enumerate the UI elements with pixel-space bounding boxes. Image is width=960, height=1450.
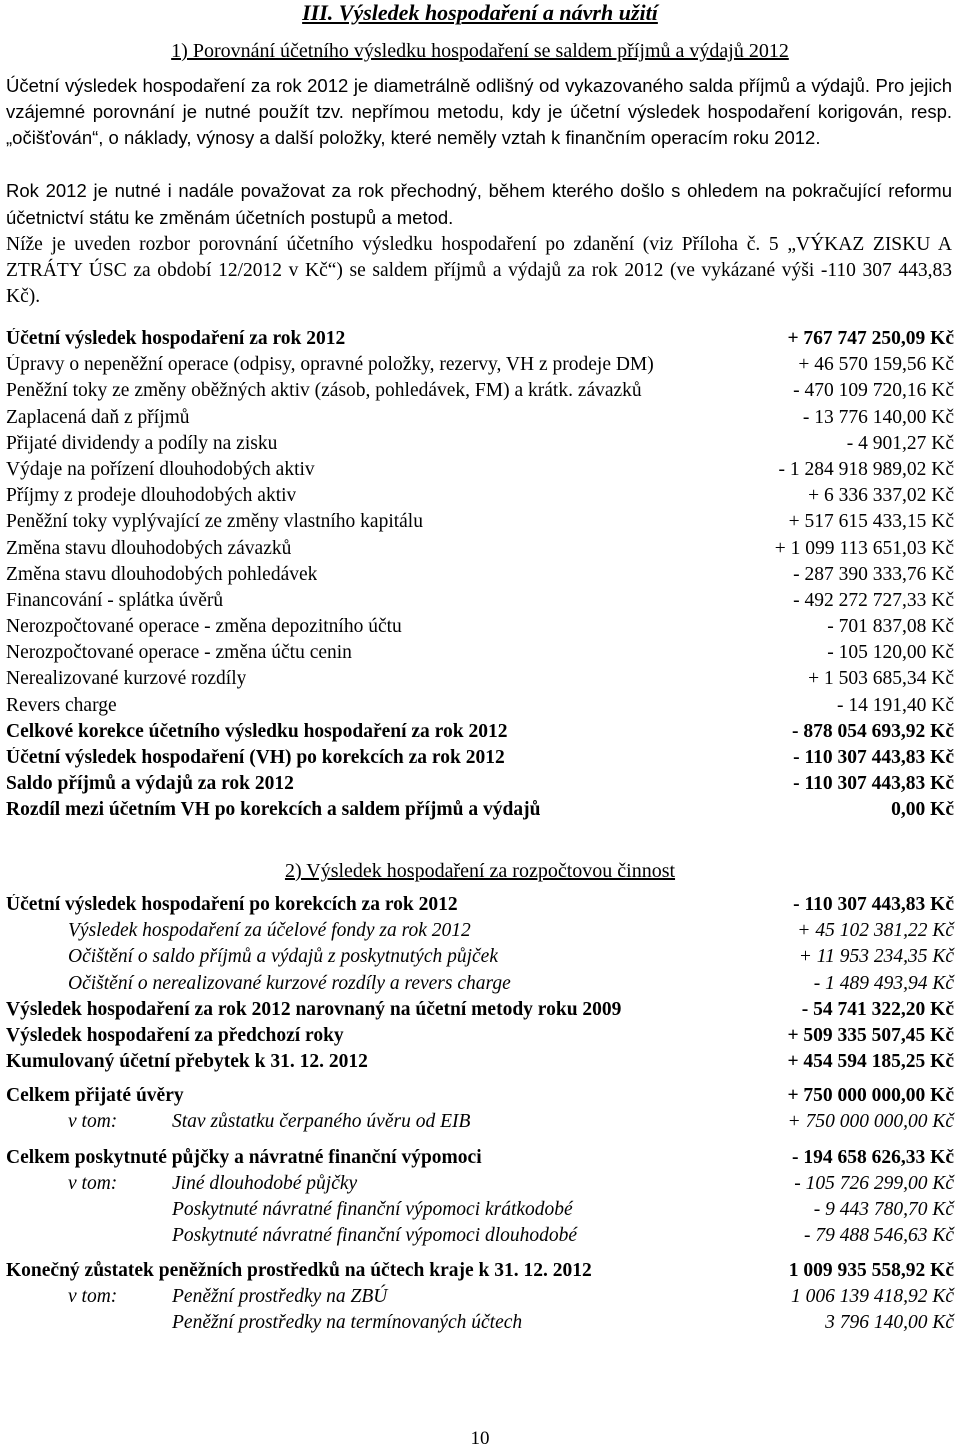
row-label: Úpravy o nepeněžní operace (odpisy, opravné položky, rezervy, VH z prodeje DM) [6,354,654,376]
row-value: - 470 109 720,16 Kč [793,380,954,402]
row-label: Výsledek hospodaření za účelové fondy za rok 2012 [68,920,471,942]
detail-label: Jiné dlouhodobé půjčky [172,1173,358,1195]
section-1-paragraph-3: Níže je uveden rozbor porovnání účetního výsledku hospodaření po zdanění (viz Příloha č. 5 „VÝKAZ ZISKU A ZTRÁTY ÚSC za období 12/2012 v Kč“) se saldem příjmů a výdajů za rok 2012 (ve vykázané výši -110 307 443,83 Kč). [6,234,952,307]
row-label: Příjmy z prodeje dlouhodobých aktiv [6,485,297,507]
table-row [6,1051,954,1077]
balance-total-label: Konečný zůstatek peněžních prostředků na účtech kraje k 31. 12. 2012 [6,1260,592,1281]
row-label: Celkové korekce účetního výsledku hospodaření za rok 2012 [6,720,508,742]
table-row [6,511,954,537]
detail-value: - 79 488 546,63 Kč [803,1225,954,1247]
row-value: - 878 054 693,92 Kč [792,720,954,742]
row-value: - 110 307 443,83 Kč [793,773,954,795]
table-row [6,642,954,668]
row-value: - 110 307 443,83 Kč [793,894,954,915]
detail-row [6,1286,954,1312]
table-row [6,668,954,694]
balance-block [6,1260,954,1338]
section-1-paragraph-1: Účetní výsledek hospodaření za rok 2012 je diametrálně odlišný od vykazovaného salda příjmů a výdajů. Pro jejich vzájemné porovnání je nutné použít tzv. nepřímou metodu, kdy je účetní výsledek hospodaření korigován, resp. „očišťován“, o náklady, výnosy a další položky, které neměly vztah k finančním operacím roku 2012. [6,75,952,148]
row-value: + 6 336 337,02 Kč [808,485,954,507]
detail-prefix: v tom: [68,1173,118,1195]
row-label: Saldo příjmů a výdajů za rok 2012 [6,773,294,795]
row-label: Očištění o nerealizované kurzové rozdíly a revers charge [68,972,511,994]
row-value: - 492 272 727,33 Kč [793,589,954,611]
row-label: Změna stavu dlouhodobých závazků [6,537,292,559]
row-label: Účetní výsledek hospodaření za rok 2012 [6,328,346,349]
section-2-title: 2) Výsledek hospodaření za rozpočtovou činnost [284,860,676,882]
row-label: Očištění o saldo příjmů a výdajů z poskytnutých půjček [68,946,498,968]
row-value: - 110 307 443,83 Kč [793,747,954,768]
row-label: Kumulovaný účetní přebytek k 31. 12. 2012 [6,1051,368,1073]
detail-row [6,1199,954,1225]
row-label: Nerealizované kurzové rozdíly [6,668,247,690]
loans-block [6,1085,954,1137]
row-label: Nerozpočtované operace - změna depozitního účtu [6,616,402,638]
section-1-paragraph-2: Rok 2012 je nutné i nadále považovat za rok přechodný, během kterého došlo s ohledem na pokračující reformu účetnictví státu ke změnám účetních postupů a metod. [6,180,952,228]
table-row [6,721,954,747]
table-row [6,946,954,972]
row-value: 0,00 Kč [891,799,954,821]
row-label: Výdaje na pořízení dlouhodobých aktiv [6,458,315,480]
row-value: + 1 503 685,34 Kč [808,668,954,690]
table-row [6,999,954,1025]
row-value: + 454 594 185,25 Kč [787,1051,954,1073]
lent-total-label: Celkem poskytnuté půjčky a návratné finanční výpomoci [6,1147,482,1168]
row-value: + 767 747 250,09 Kč [787,328,954,349]
table-row [6,328,954,354]
loans-total-label: Celkem přijaté úvěry [6,1085,184,1106]
detail-label: Stav zůstatku čerpaného úvěru od EIB [172,1111,471,1133]
row-label: Účetní výsledek hospodaření po korekcích za rok 2012 [6,894,458,915]
table-row [6,773,954,799]
detail-value: - 105 726 299,00 Kč [794,1173,954,1195]
loans-total-row [6,1085,954,1111]
loans-total-value: + 750 000 000,00 Kč [787,1085,954,1106]
detail-row [6,1111,954,1137]
budget-result-table [6,894,954,1077]
table-row [6,459,954,485]
detail-value: - 9 443 780,70 Kč [813,1199,954,1221]
table-row [6,380,954,406]
table-row [6,538,954,564]
table-row [6,894,954,920]
detail-label: Poskytnuté návratné finanční výpomoci dlouhodobé [172,1225,578,1247]
row-value: - 4 901,27 Kč [846,432,954,454]
table-row [6,590,954,616]
row-label: Financování - splátka úvěrů [6,589,224,611]
row-value: + 46 570 159,56 Kč [798,354,954,376]
row-label: Zaplacená daň z příjmů [6,406,190,428]
row-value: - 1 284 918 989,02 Kč [778,458,954,480]
detail-row [6,1225,954,1251]
row-label: Přijaté dividendy a podíly na zisku [6,432,278,454]
detail-label: Peněžní prostředky na ZBÚ [172,1286,388,1308]
detail-row [6,1312,954,1338]
detail-prefix: v tom: [68,1111,118,1133]
row-label: Změna stavu dlouhodobých pohledávek [6,563,318,585]
row-label: Nerozpočtované operace - změna účtu cenin [6,642,352,664]
detail-value: + 750 000 000,00 Kč [787,1111,954,1133]
row-value: - 13 776 140,00 Kč [802,406,954,428]
row-label: Výsledek hospodaření za rok 2012 narovnaný na účetní metody roku 2009 [6,998,622,1020]
row-label: Výsledek hospodaření za předchozí roky [6,1024,344,1046]
page-number: 10 [470,1428,490,1449]
row-label: Peněžní toky vyplývající ze změny vlastního kapitálu [6,511,423,533]
lent-total-row [6,1147,954,1173]
lent-total-value: - 194 658 626,33 Kč [792,1147,954,1168]
table-row [6,485,954,511]
table-row [6,973,954,999]
table-row [6,433,954,459]
row-value: + 509 335 507,45 Kč [787,1024,954,1046]
section-1-title: 1) Porovnání účetního výsledku hospodaření se saldem příjmů a výdajů 2012 [171,40,789,62]
detail-label: Peněžní prostředky na termínovaných účtech [172,1312,523,1334]
reconciliation-table [6,328,954,826]
table-row [6,799,954,825]
row-value: - 54 741 322,20 Kč [801,998,954,1020]
detail-label: Poskytnuté návratné finanční výpomoci krátkodobé [172,1199,573,1221]
detail-prefix: v tom: [68,1286,118,1308]
row-value: + 45 102 381,22 Kč [797,920,954,942]
row-label: Rozdíl mezi účetním VH po korekcích a saldem příjmů a výdajů [6,799,541,821]
table-row [6,564,954,590]
detail-value: 3 796 140,00 Kč [825,1312,954,1334]
row-value: - 14 191,40 Kč [837,694,954,716]
table-row [6,747,954,773]
row-value: + 1 099 113 651,03 Kč [774,537,954,559]
table-row [6,407,954,433]
row-label: Účetní výsledek hospodaření (VH) po korekcích za rok 2012 [6,747,505,768]
table-row [6,354,954,380]
row-value: - 1 489 493,94 Kč [813,972,954,994]
table-row [6,1025,954,1051]
row-label: Revers charge [6,694,117,716]
balance-total-row [6,1260,954,1286]
row-value: - 105 120,00 Kč [827,642,954,664]
balance-total-value: 1 009 935 558,92 Kč [788,1260,954,1281]
row-value: + 517 615 433,15 Kč [788,511,954,533]
table-row [6,616,954,642]
detail-value: 1 006 139 418,92 Kč [790,1286,954,1308]
table-row [6,920,954,946]
detail-row [6,1173,954,1199]
lent-block [6,1147,954,1251]
row-label: Peněžní toky ze změny oběžných aktiv (zásob, pohledávek, FM) a krátk. závazků [6,380,642,402]
table-row [6,695,954,721]
row-value: + 11 953 234,35 Kč [798,946,954,968]
row-value: - 287 390 333,76 Kč [793,563,954,585]
chapter-title: III. Výsledek hospodaření a návrh užití [302,0,658,25]
row-value: - 701 837,08 Kč [827,616,954,638]
